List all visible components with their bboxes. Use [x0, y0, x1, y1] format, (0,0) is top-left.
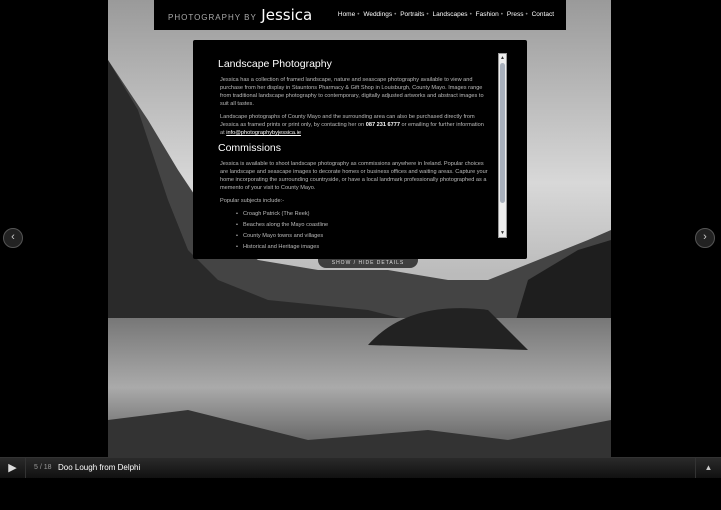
- main-nav: Home • Weddings • Portraits • Landscapes • Fashion • Press • Contact: [337, 11, 554, 18]
- play-icon[interactable]: ▶: [0, 458, 26, 478]
- nav-landscapes[interactable]: Landscapes: [432, 11, 468, 18]
- site-logo[interactable]: [168, 6, 312, 25]
- logo-small-text: PHOTOGRAPHY BY: [168, 13, 257, 22]
- slide-title: Doo Lough from Delphi: [58, 463, 141, 472]
- next-arrow-icon[interactable]: ›: [695, 228, 715, 248]
- paragraph: Popular subjects include:-: [220, 198, 285, 204]
- scrollbar[interactable]: [498, 53, 507, 238]
- list-item: • Beaches along the Mayo coastline: [236, 221, 490, 229]
- show-hide-details-button[interactable]: SHOW / HIDE DETAILS: [318, 259, 418, 268]
- text: or emailing for further information at: [220, 122, 484, 136]
- paragraph: [220, 113, 490, 137]
- logo-name: Jessica: [261, 6, 313, 24]
- heading-landscape: Landscape Photography: [218, 58, 332, 70]
- scroll-up-icon[interactable]: ▲: [500, 55, 505, 61]
- paragraph: Jessica has a collection of framed landscape, nature and seascape photography available to view and purchase from her display in Stauntons Pharmacy & Gift Shop in Louisburgh, County Mayo. Images range from traditional landscape photography to contemporary, digitally adjusted artworks and abstract images to suit all tastes.: [220, 77, 484, 107]
- slideshow-bar: [0, 457, 721, 478]
- expand-thumbnails-icon[interactable]: ▲: [695, 458, 721, 478]
- nav-portraits[interactable]: Portraits: [400, 11, 425, 18]
- paragraph: Jessica is available to shoot landscape photography as commissions anywhere in Ireland. Popular choices are landscape and seascape images to decorate homes or business offices and waiting areas. Capture your home incorporating the surrounding countryside, or have a local landmark professionally photographed as a memento of your visit to County Mayo.: [220, 161, 488, 191]
- prev-arrow-icon[interactable]: ‹: [3, 228, 23, 248]
- nav-fashion[interactable]: Fashion: [475, 11, 499, 18]
- list-item: • County Mayo towns and villages: [236, 232, 490, 240]
- scroll-thumb[interactable]: [500, 63, 505, 203]
- slide-counter: 5 / 18: [34, 464, 52, 471]
- subjects-list: [236, 210, 490, 251]
- phone-number: 087 231 6777: [365, 122, 400, 128]
- list-item: • Historical and Heritage images: [236, 243, 490, 251]
- details-panel: [193, 40, 527, 259]
- site-header: [154, 0, 566, 30]
- details-content: [218, 58, 490, 258]
- list-item: • Croagh Patrick (The Reek): [236, 210, 490, 218]
- nav-home[interactable]: Home: [337, 11, 356, 18]
- email-link[interactable]: info@photographybyjessica.ie: [226, 130, 301, 136]
- text: Landscape photographs of County Mayo and the surrounding area can also be purchased directly from Jessica as framed prints or print only, by contacting her on: [220, 114, 475, 128]
- heading-commissions: Commissions: [218, 142, 282, 154]
- nav-contact[interactable]: Contact: [531, 11, 554, 18]
- scroll-down-icon[interactable]: ▼: [500, 230, 505, 236]
- nav-weddings[interactable]: Weddings: [363, 11, 393, 18]
- nav-press[interactable]: Press: [506, 11, 524, 18]
